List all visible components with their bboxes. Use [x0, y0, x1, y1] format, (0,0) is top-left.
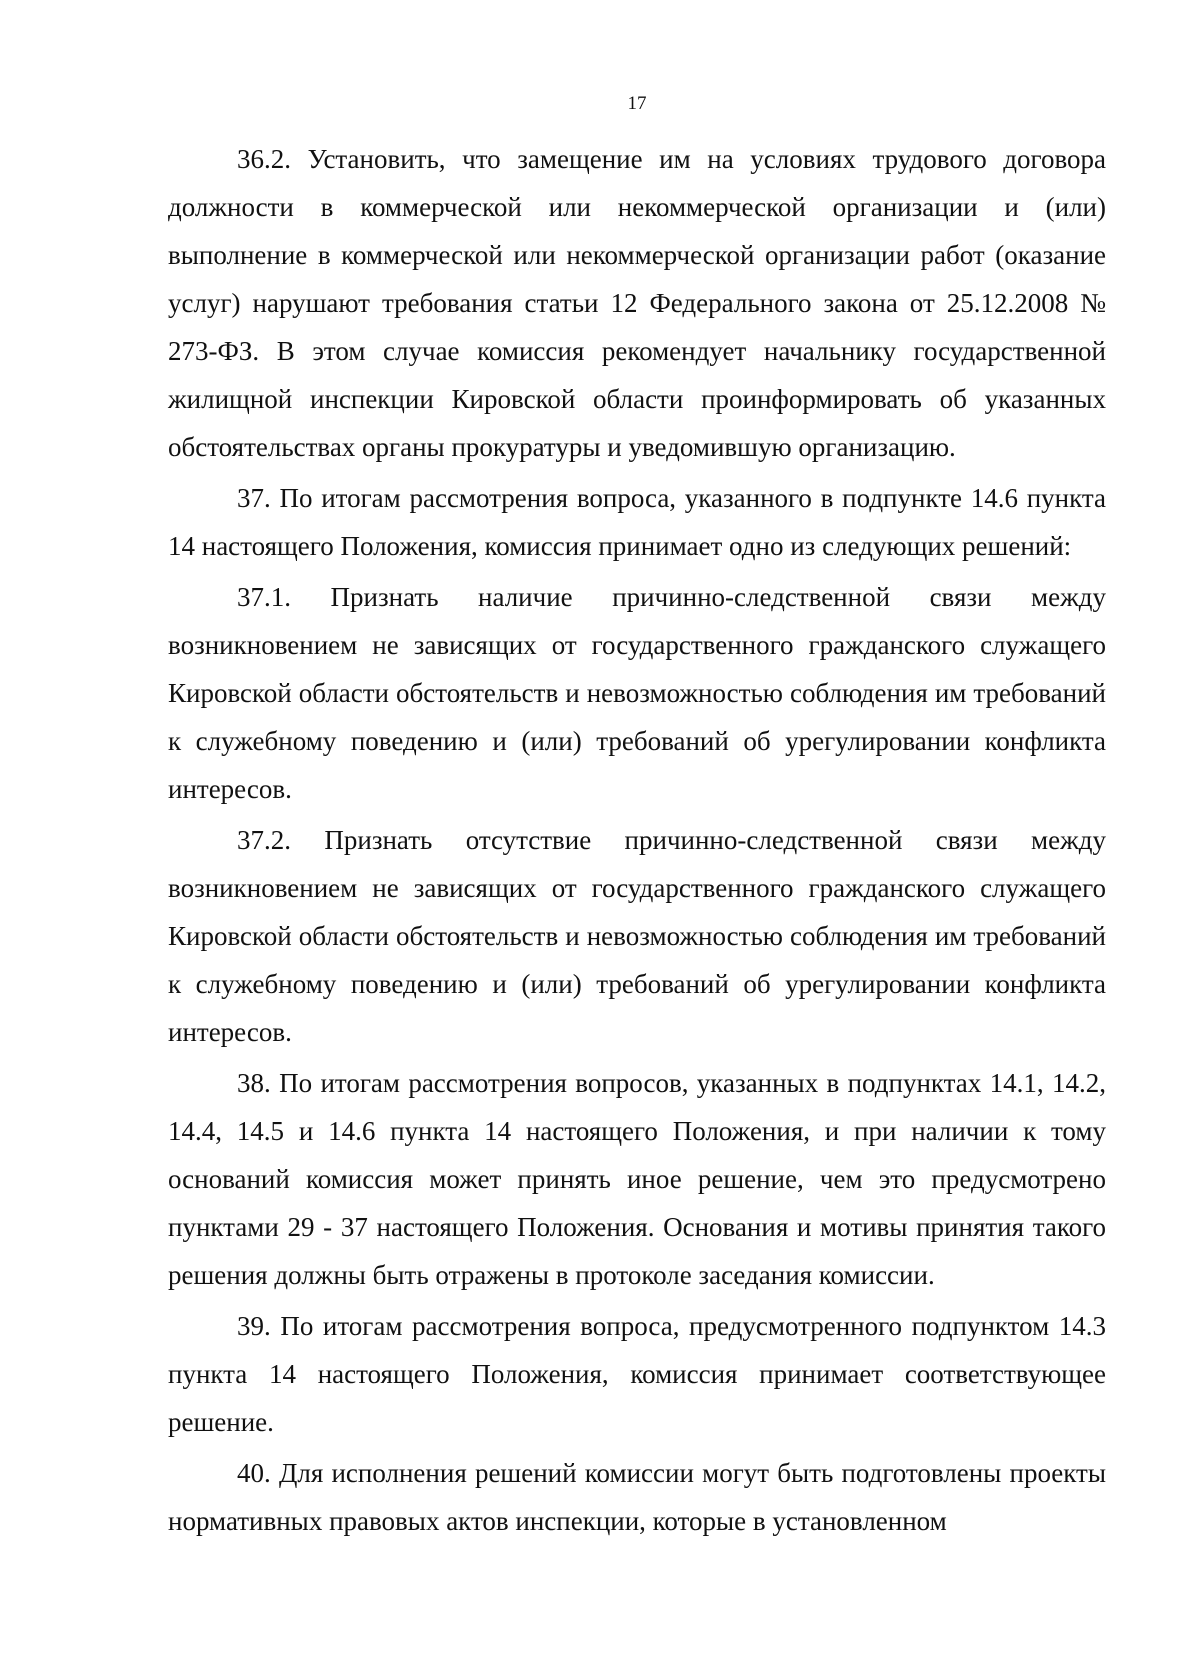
paragraph-40: 40. Для исполнения решений комиссии могут быть подготовлены проекты нормативных правовых актов инспекции, которые в установленном [168, 1458, 1106, 1536]
paragraph-39: 39. По итогам рассмотрения вопроса, предусмотренного подпунктом 14.3 пункта 14 настоящего Положения, комиссия принимает соответствующее решение. [168, 1311, 1106, 1437]
paragraph-38: 38. По итогам рассмотрения вопросов, указанных в подпунктах 14.1, 14.2, 14.4, 14.5 и 14.6 пункта 14 настоящего Положения, и при наличии к тому оснований комиссия может принять иное решение, чем это предусмотрено пунктами 29 - 37 настоящего Положения. Основания и мотивы принятия такого решения должны быть отражены в протоколе заседания комиссии. [168, 1068, 1106, 1290]
paragraph-37: 37. По итогам рассмотрения вопроса, указанного в подпункте 14.6 пункта 14 настоящего Положения, комиссия принимает одно из следующих решений: [168, 483, 1106, 561]
paragraph-36-2: 36.2. Установить, что замещение им на условиях трудового договора должности в коммерческой или некоммерческой организации и (или) выполнение в коммерческой или некоммерческой организации работ (оказание услуг) нарушают требования статьи 12 Федерального закона от 25.12.2008 № 273-ФЗ. В этом случае комиссия рекомендует начальнику государственной жилищной инспекции Кировской области проинформировать об указанных обстоятельствах органы прокуратуры и уведомившую организацию. [168, 144, 1106, 462]
page-number: 17 [627, 93, 647, 114]
document-body [168, 135, 1106, 1545]
paragraph-37-2: 37.2. Признать отсутствие причинно-следственной связи между возникновением не зависящих от государственного гражданского служащего Кировской области обстоятельств и невозможностью соблюдения им требований к служебному поведению и (или) требований об урегулировании конфликта интересов. [168, 825, 1106, 1047]
paragraph-37-1: 37.1. Признать наличие причинно-следственной связи между возникновением не зависящих от государственного гражданского служащего Кировской области обстоятельств и невозможностью соблюдения им требований к служебному поведению и (или) требований об урегулировании конфликта интересов. [168, 582, 1106, 804]
